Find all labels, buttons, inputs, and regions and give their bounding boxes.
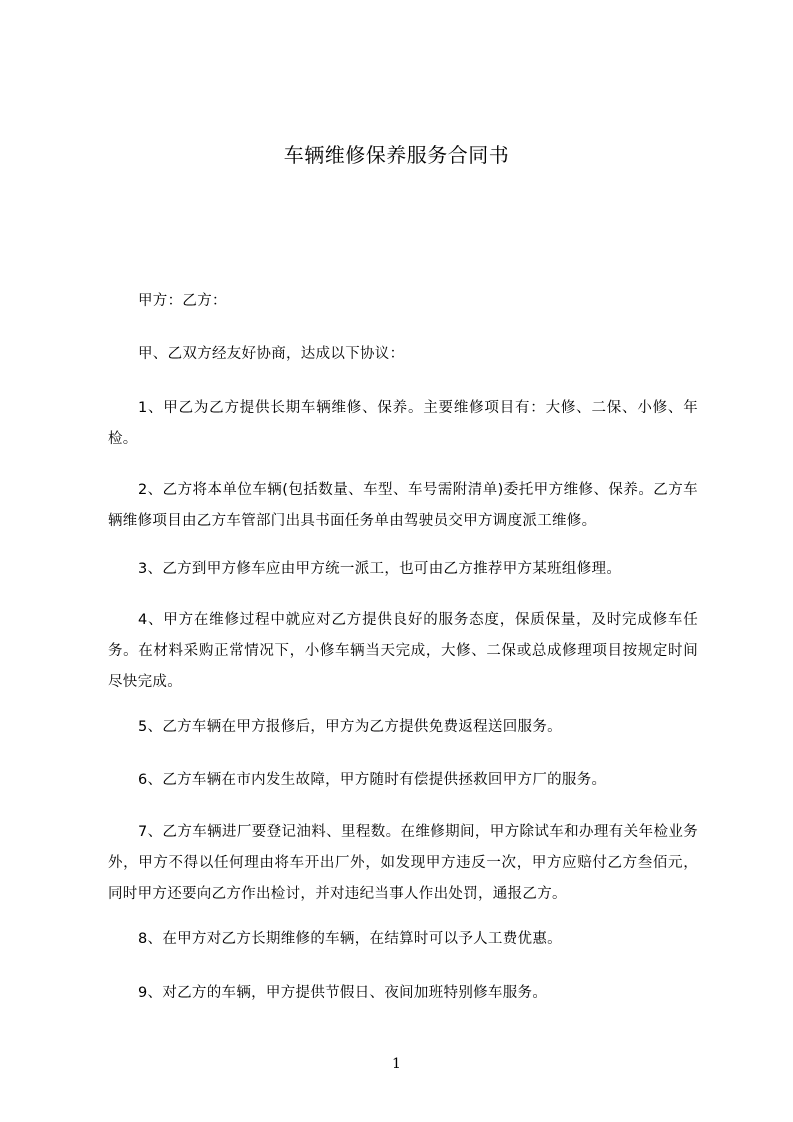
- clause-1: 1、甲乙为乙方提供长期车辆维修、保养。主要维修项目有：大修、二保、小修、年检。: [108, 400, 698, 447]
- clause-5: 5、乙方车辆在甲方报修后，甲方为乙方提供免费返程送回服务。: [138, 719, 562, 735]
- parties-line: 甲方：乙方：: [138, 293, 227, 309]
- intro-line: 甲、乙双方经友好协商，达成以下协议：: [138, 346, 405, 362]
- page-number: 1: [392, 1056, 401, 1072]
- clause-7: 7、乙方车辆进厂要登记油料、里程数。在维修期间，甲方除试车和办理有关年检业务外，甲方不得以任何理由将车开出厂外，如发现甲方违反一次，甲方应赔付乙方叁佰元，同时甲方还要向乙方作出检讨，并对违纪当事人作出处罚，通报乙方。: [108, 824, 698, 902]
- clause-4: 4、甲方在维修过程中就应对乙方提供良好的服务态度，保质保量，及时完成修车任务。在材料采购正常情况下，小修车辆当天完成，大修、二保或总成修理项目按规定时间尽快完成。: [108, 612, 698, 690]
- contract-title: 车辆维修保养服务合同书: [283, 143, 510, 167]
- clause-9: 9、对乙方的车辆，甲方提供节假日、夜间加班特别修车服务。: [138, 985, 548, 1001]
- clause-2: 2、乙方将本单位车辆(包括数量、车型、车号需附清单)委托甲方维修、保养。乙方车辆维修项目由乙方车管部门出具书面任务单由驾驶员交甲方调度派工维修。: [108, 482, 698, 529]
- clause-3: 3、乙方到甲方修车应由甲方统一派工，也可由乙方推荐甲方某班组修理。: [138, 561, 622, 577]
- clause-6: 6、乙方车辆在市内发生故障，甲方随时有偿提供拯救回甲方厂的服务。: [138, 772, 607, 788]
- clause-8: 8、在甲方对乙方长期维修的车辆，在结算时可以予人工费优惠。: [138, 931, 562, 947]
